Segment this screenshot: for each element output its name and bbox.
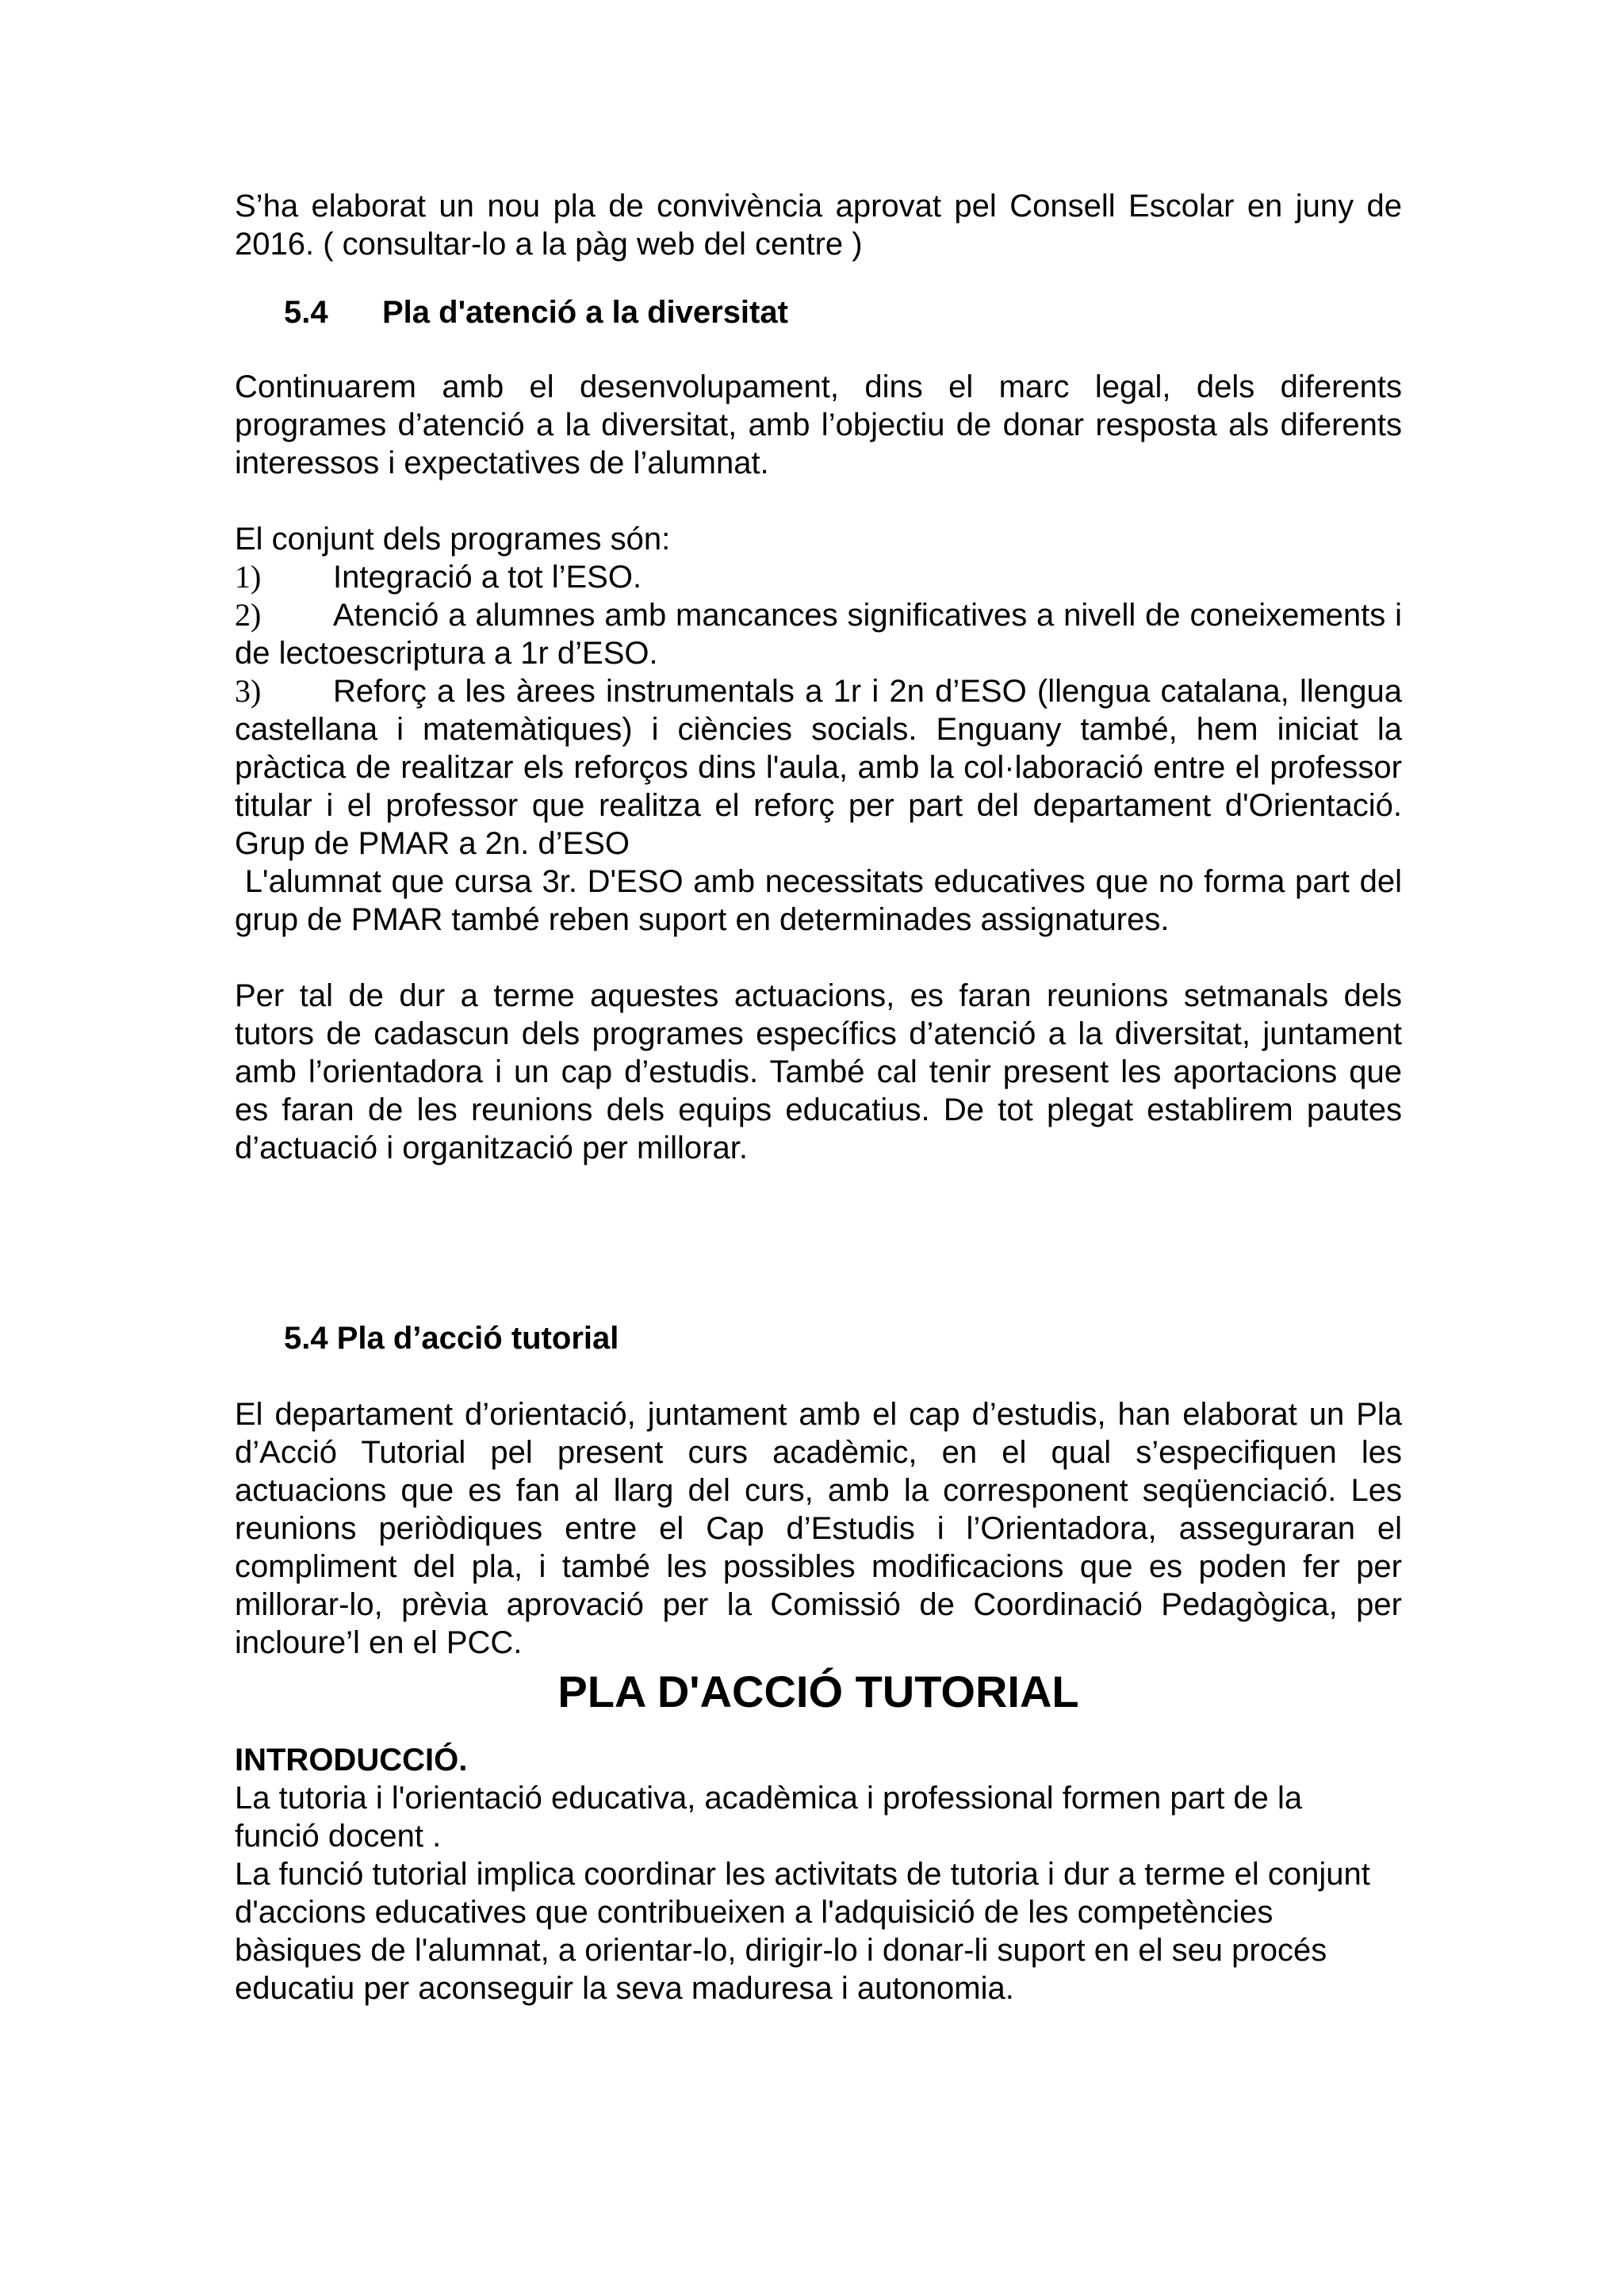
diversitat-list-item (235, 596, 1402, 672)
section-title: Pla d'atenció a la diversitat (382, 295, 788, 330)
intro-heading: INTRODUCCIÓ. (235, 1743, 468, 1777)
pat-line-1: La tutoria i l'orientació educativa, acadèmica i professional formen part de la funció docent . (235, 1781, 1303, 1854)
intro-paragraph: S’ha elaborat un nou pla de convivència aprovat pel Consell Escolar en juny de 2016. ( consultar-lo a la pàg web del centre ) (235, 189, 1402, 262)
tutorial-paragraph: El departament d’orientació, juntament amb el cap d’estudis, han elaborat un Pla d’Acció Tutorial pel present curs acadèmic, en el qual s’especifiquen les actuacions que es fan al llarg del curs, amb la corresponent seqüenciació. Les reunions periòdiques entre el Cap d’Estudis i l’Orientadora, asseguraran el compliment del pla, i també les possibles modificacions que es poden fer per millorar-lo, prèvia aprovació per la Comissió de Coordinació Pedagògica, per incloure’l en el PCC. (235, 1397, 1402, 1660)
list-item-number: 3) (235, 673, 262, 709)
diversitat-list-intro: El conjunt dels programes són: (235, 522, 671, 557)
diversitat-paragraph-2: Per tal de dur a terme aquestes actuacions, es faran reunions setmanals dels tutors de cadascun dels programes específics d’atenció a la diversitat, juntament amb l’orientadora i un cap d’estudis. També cal tenir present les aportacions que es faran de les reunions dels equips educatius. De tot plegat establirem pautes d’actuació i organització per millorar. (235, 978, 1402, 1165)
list-item-text: Atenció a alumnes amb mancances significatives a nivell de coneixements i de lectoescriptura a 1r d’ESO. (235, 598, 1402, 671)
diversitat-list-item (235, 672, 1402, 863)
list-item-number: 2) (235, 597, 262, 633)
diversitat-paragraph-1: Continuarem amb el desenvolupament, dins el marc legal, dels diferents programes d’atenció a la diversitat, amb l’objectiu de donar resposta als diferents interessos i expectatives de l’alumnat. (235, 369, 1402, 480)
document-page (235, 187, 1411, 2007)
diversitat-list-item (235, 558, 1402, 596)
section-tutorial-title: 5.4 Pla d’acció tutorial (284, 1321, 619, 1356)
section-number: 5.4 (284, 295, 328, 330)
list-item-number: 1) (235, 559, 262, 595)
section-diversitat-heading (284, 293, 1402, 331)
list-item-text: Reforç a les àrees instrumentals a 1r i 2n d’ESO (llengua catalana, llengua castellana i matemàtiques) i ciències socials. Enguany també, hem iniciat la pràctica de realitzar els reforços dins l'aula, amb la col·laboració entre el professor titular i el professor que realitza el reforç per part del departament d'Orientació. Grup de PMAR a 2n. d’ESO (235, 674, 1402, 861)
pat-line-2: La funció tutorial implica coordinar les activitats de tutoria i dur a terme el conjunt d'accions educatives que contribueixen a l'adquisició de les competències bàsiques de l'alumnat, a orientar-lo, dirigir-lo i donar-li suport en el seu procés educatiu per aconseguir la seva maduresa i autonomia. (235, 1857, 1370, 2006)
pat-title: PLA D'ACCIÓ TUTORIAL (557, 1667, 1079, 1716)
diversitat-extra-paragraph: L'alumnat que cursa 3r. D'ESO amb necessitats educatives que no forma part del grup de PMAR també reben suport en determinades assignatures. (235, 864, 1411, 937)
list-item-text: Integració a tot l’ESO. (333, 560, 642, 595)
